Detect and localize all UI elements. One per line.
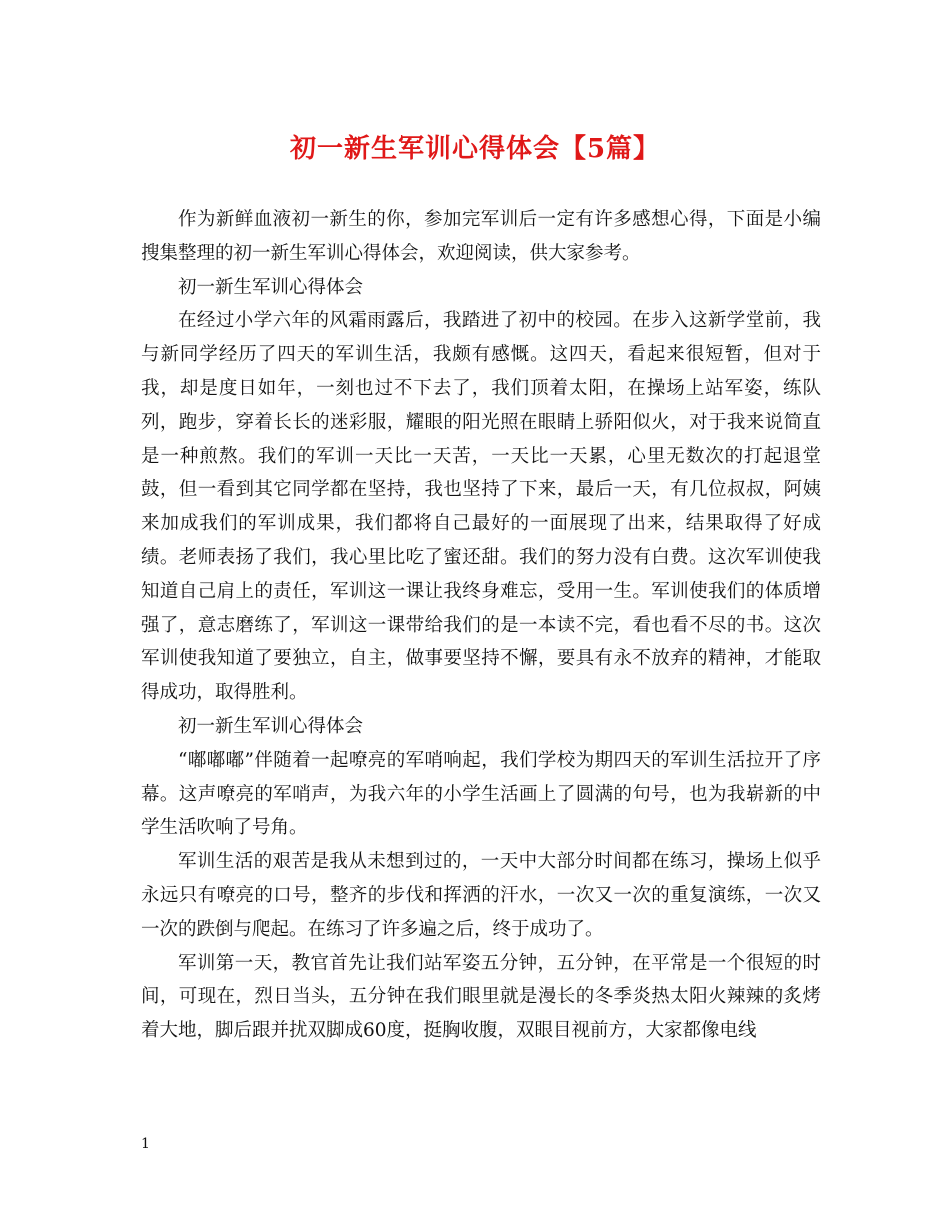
document-title: 初一新生军训心得体会【5篇】: [289, 134, 661, 164]
page-number: 1: [141, 1136, 150, 1152]
essay-2-paragraph-3: 军训第一天，教官首先让我们站军姿五分钟，五分钟，在平常是一个很短的时间，可现在，烈日当头，五分钟在我们眼里就是漫长的冬季炎热太阳火辣辣的炙烤着大地，脚后跟并扰双脚成60度，挺胸收腹，双眼目视前方，大家都像电线: [141, 952, 821, 1042]
essay-2-paragraph-1: “嘟嘟嘟”伴随着一起嘹亮的军哨响起，我们学校为期四天的军训生活拉开了序幕。这声嘹亮的军哨声，为我六年的小学生活画上了圆满的句号，也为我崭新的中学生活吹响了号角。: [141, 749, 821, 839]
document-body: [141, 203, 821, 1048]
intro-paragraph: 作为新鲜血液初一新生的你，参加完军训后一定有许多感想心得，下面是小编搜集整理的初一新生军训心得体会，欢迎阅读，供大家参考。: [141, 209, 821, 264]
section-heading-1: 初一新生军训心得体会: [178, 276, 364, 298]
essay-1-paragraph: 在经过小学六年的风霜雨露后，我踏进了初中的校园。在步入这新学堂前，我与新同学经历了四天的军训生活，我颇有感慨。这四天，看起来很短暂，但对于我，却是度日如年，一刻也过不下去了，我们顶着太阳，在操场上站军姿，练队列，跑步，穿着长长的迷彩服，耀眼的阳光照在眼睛上骄阳似火，对于我来说简直是一种煎熬。我们的军训一天比一天苦，一天比一天累，心里无数次的打起退堂鼓，但一看到其它同学都在坚持，我也坚持了下来，最后一天，有几位叔叔，阿姨来加成我们的军训成果，我们都将自己最好的一面展现了出来，结果取得了好成绩。老师表扬了我们，我心里比吃了蜜还甜。我们的努力没有白费。这次军训使我知道自己肩上的责任，军训这一课让我终身难忘，受用一生。军训使我们的体质增强了，意志磨练了，军训这一课带给我们的是一本读不完，看也看不尽的书。这次军训使我知道了要独立，自主，做事要坚持不懈，要具有永不放弃的精神，才能取得成功，取得胜利。: [141, 310, 821, 704]
section-heading-2: 初一新生军训心得体会: [178, 715, 364, 737]
essay-2-paragraph-2: 军训生活的艰苦是我从未想到过的，一天中大部分时间都在练习，操场上似乎永远只有嘹亮的口号，整齐的步伐和挥洒的汗水，一次又一次的重复演练，一次又一次的跌倒与爬起。在练习了许多遍之后，终于成功了。: [141, 851, 821, 940]
